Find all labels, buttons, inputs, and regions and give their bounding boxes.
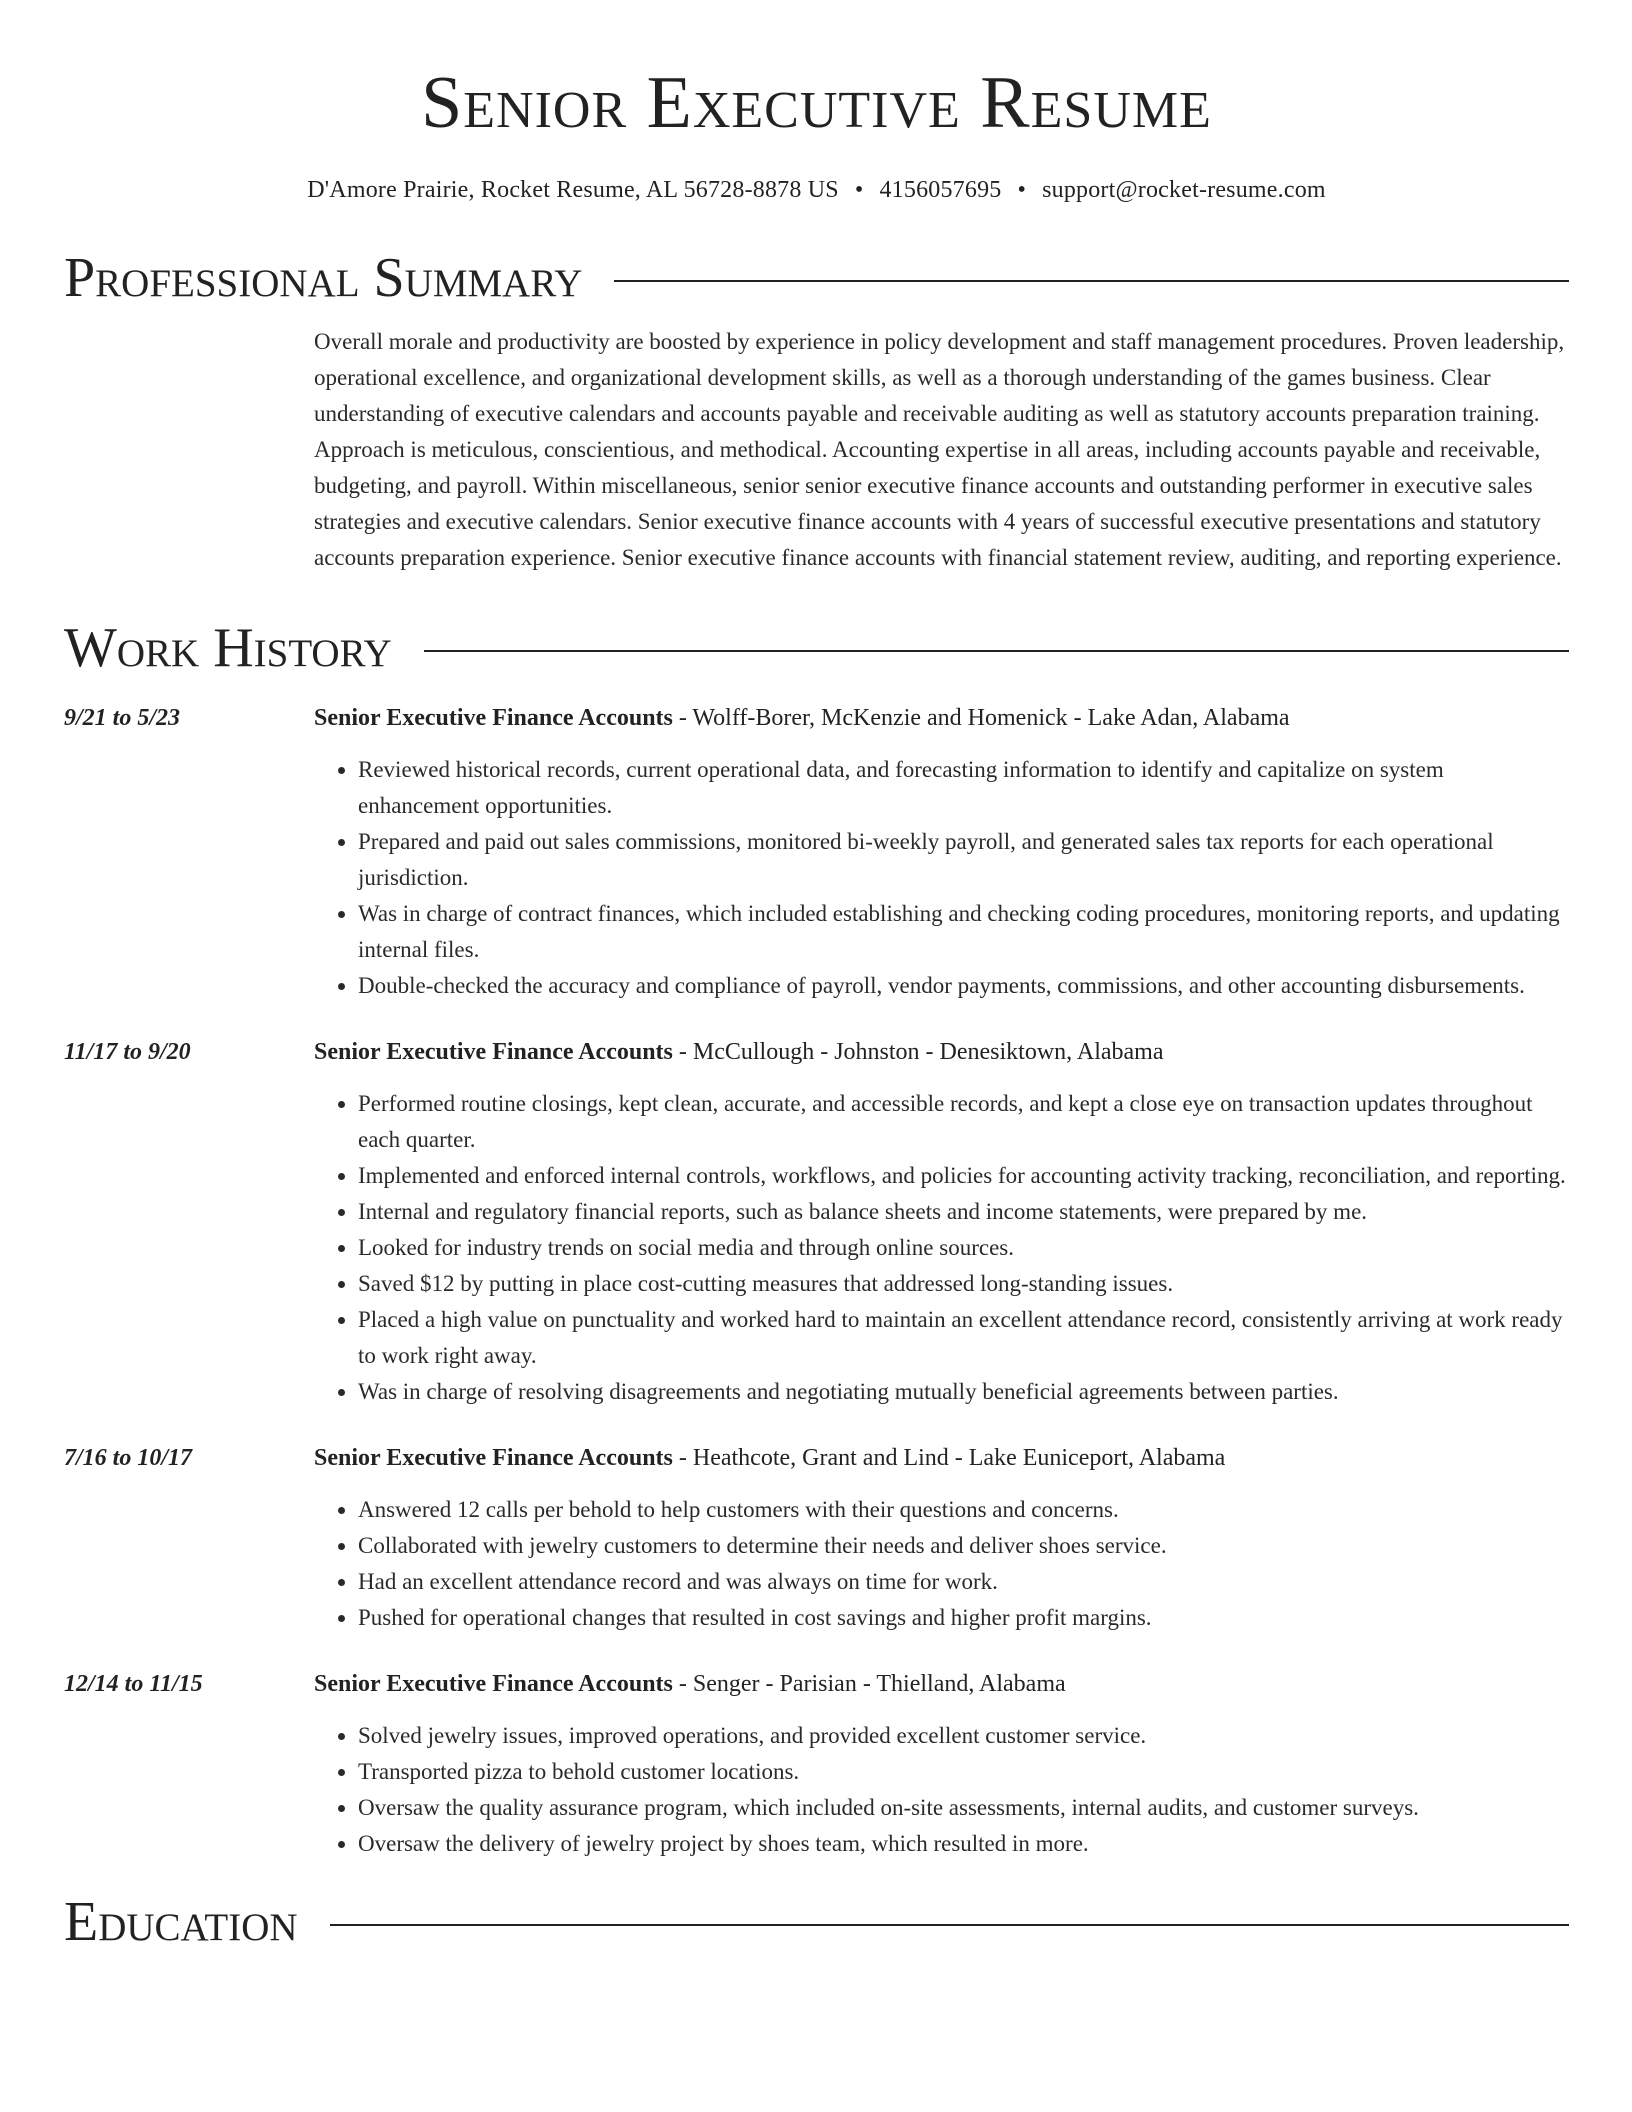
section-title-education: Education (64, 1891, 298, 1953)
job-entry (64, 700, 1569, 1004)
summary-text: Overall morale and productivity are boosted by experience in policy development and staff management procedures. Proven leadership, operational excellence, and organizational development skills, as well as a thorough understanding of the games business. Clear understanding of executive calendars and accounts payable and receivable auditing as well as statutory accounts preparation training. Approach is meticulous, conscientious, and methodical. Accounting expertise in all areas, including accounts payable and receivable, budgeting, and payroll. Within miscellaneous, senior senior executive finance accounts and outstanding performer in executive sales strategies and executive calendars. Senior executive finance accounts with 4 years of successful executive presentations and statutory accounts preparation experience. Senior executive finance accounts with financial statement review, auditing, and reporting experience. (314, 329, 1565, 570)
section-divider (424, 650, 1569, 652)
job-bullet: • Prepared and paid out sales commissions, monitored bi-weekly payroll, and generated sales tax reports for each operational jurisdiction. (358, 824, 1569, 896)
job-body (314, 1440, 1569, 1636)
work-section-header (64, 616, 1569, 680)
job-bullet: • Looked for industry trends on social media and through online sources. (358, 1230, 1569, 1266)
job-bullet: • Was in charge of resolving disagreements and negotiating mutually beneficial agreements between parties. (358, 1374, 1569, 1410)
job-entry (64, 1440, 1569, 1636)
section-title-summary: Professional Summary (64, 247, 583, 309)
job-bullets (314, 752, 1569, 1004)
job-dates: 7/16 to 10/17 (64, 1445, 193, 1471)
job-bullet: • Had an excellent attendance record and was always on time for work. (358, 1564, 1569, 1600)
job-bullets (314, 1086, 1569, 1410)
job-title: Senior Executive Finance Accounts (314, 705, 673, 731)
job-headline (314, 1440, 1569, 1476)
job-bullet: • Internal and regulatory financial reports, such as balance sheets and income statements, were prepared by me. (358, 1194, 1569, 1230)
job-bullet: • Reviewed historical records, current operational data, and forecasting information to identify and capitalize on system enhancement opportunities. (358, 752, 1569, 824)
job-dates: 9/21 to 5/23 (64, 705, 181, 731)
job-headline (314, 700, 1569, 736)
job-title: Senior Executive Finance Accounts (314, 1445, 673, 1471)
education-section-header (64, 1890, 1569, 1954)
job-title: Senior Executive Finance Accounts (314, 1671, 673, 1697)
job-bullet: • Saved $12 by putting in place cost-cutting measures that addressed long-standing issues. (358, 1266, 1569, 1302)
job-body (314, 700, 1569, 1004)
job-bullet: • Placed a high value on punctuality and worked hard to maintain an excellent attendance record, consistently arriving at work ready to work right away. (358, 1302, 1569, 1374)
job-bullet: • Was in charge of contract finances, which included establishing and checking coding procedures, monitoring reports, and updating internal files. (358, 896, 1569, 968)
job-bullet: • Performed routine closings, kept clean, accurate, and accessible records, and kept a close eye on transaction updates throughout each quarter. (358, 1086, 1569, 1158)
job-entry (64, 1034, 1569, 1410)
job-employer: - Wolff-Borer, McKenzie and Homenick - Lake Adan, Alabama (672, 705, 1290, 731)
job-dates: 12/14 to 11/15 (64, 1671, 203, 1697)
job-body (314, 1034, 1569, 1410)
job-body (314, 1666, 1569, 1862)
contact-address: D'Amore Prairie, Rocket Resume, AL 56728-8878 US (307, 177, 839, 203)
job-bullets (314, 1492, 1569, 1636)
resume-name: Senior Executive Resume (421, 62, 1212, 144)
job-bullet: • Pushed for operational changes that resulted in cost savings and higher profit margins. (358, 1600, 1569, 1636)
contact-line (64, 174, 1569, 206)
section-divider (614, 280, 1569, 282)
job-employer: - Senger - Parisian - Thielland, Alabama (672, 1671, 1066, 1697)
job-bullet: • Implemented and enforced internal controls, workflows, and policies for accounting activity tracking, reconciliation, and reporting. (358, 1158, 1569, 1194)
contact-separator: • (1017, 177, 1027, 203)
job-bullet: • Oversaw the delivery of jewelry project by shoes team, which resulted in more. (358, 1826, 1569, 1862)
job-bullet: • Oversaw the quality assurance program, which included on-site assessments, internal audits, and customer surveys. (358, 1790, 1569, 1826)
job-entry (64, 1666, 1569, 1862)
job-bullet: • Transported pizza to behold customer locations. (358, 1754, 1569, 1790)
summary-section-header (64, 246, 1569, 310)
job-bullet: • Solved jewelry issues, improved operations, and provided excellent customer service. (358, 1718, 1569, 1754)
job-bullet: • Answered 12 calls per behold to help customers with their questions and concerns. (358, 1492, 1569, 1528)
job-headline (314, 1034, 1569, 1070)
contact-phone: 4156057695 (879, 177, 1002, 203)
work-history-list (64, 700, 1569, 1862)
job-dates: 11/17 to 9/20 (64, 1039, 191, 1065)
section-title-work: Work History (64, 617, 392, 679)
job-employer: - McCullough - Johnston - Denesiktown, Alabama (672, 1039, 1164, 1065)
contact-separator: • (854, 177, 864, 203)
job-bullets (314, 1718, 1569, 1862)
job-employer: - Heathcote, Grant and Lind - Lake Euniceport, Alabama (672, 1445, 1226, 1471)
job-headline (314, 1666, 1569, 1702)
contact-email[interactable]: support@rocket-resume.com (1042, 177, 1326, 203)
job-bullet: • Double-checked the accuracy and compliance of payroll, vendor payments, commissions, and other accounting disbursements. (358, 968, 1569, 1004)
job-bullet: • Collaborated with jewelry customers to determine their needs and deliver shoes service. (358, 1528, 1569, 1564)
section-divider (330, 1924, 1569, 1926)
job-title: Senior Executive Finance Accounts (314, 1039, 673, 1065)
